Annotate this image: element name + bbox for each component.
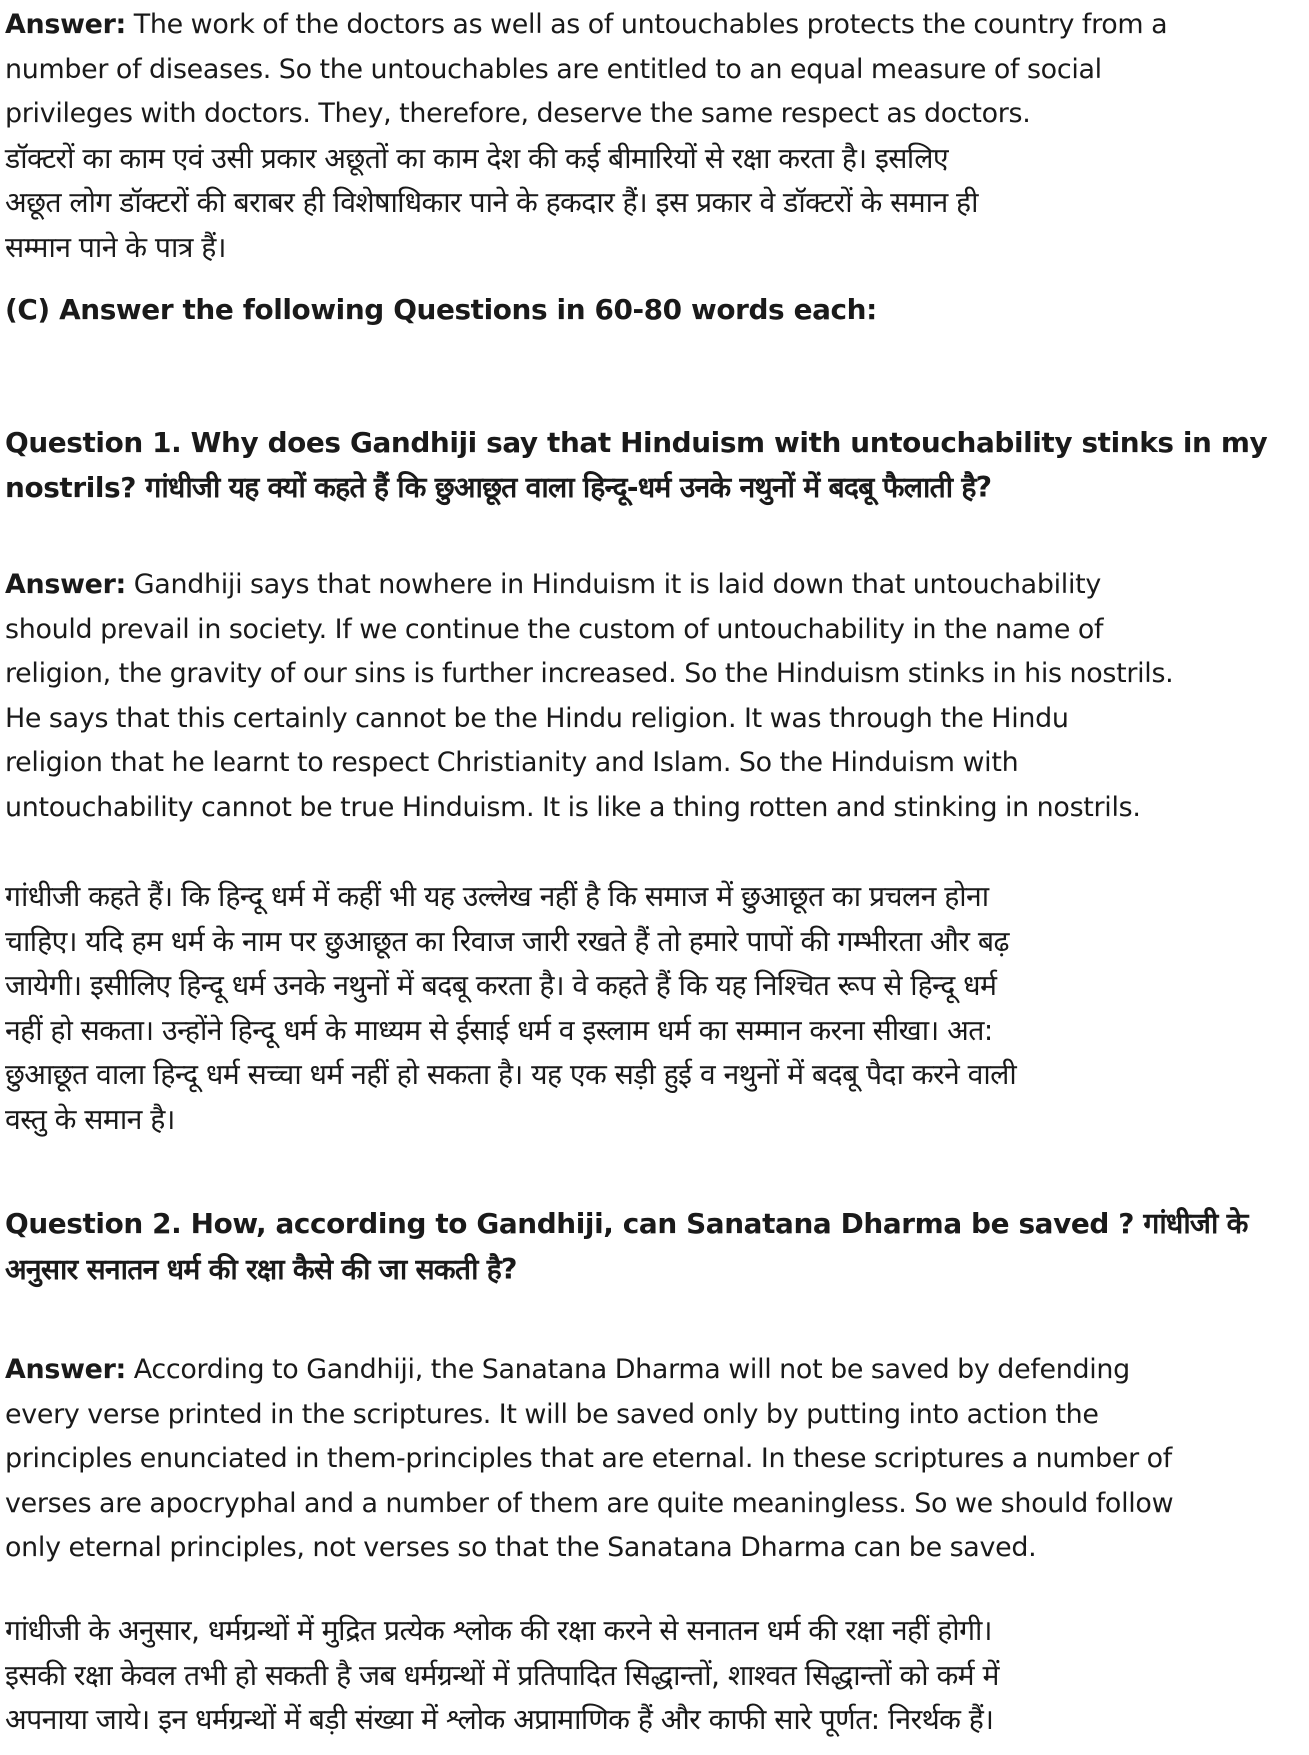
question-1-hindi: गांधीजी यह क्यों कहते हैं कि छुआछूत वाला हिन्दू-धर्म उनके नथुनों में बदबू फैलाती है? xyxy=(145,470,992,504)
hindi-answer-line: डॉक्टरों का काम एवं उसी प्रकार अछूतों का काम देश की कई बीमारियों से रक्षा करता है। इसलिए xyxy=(5,141,949,175)
answer-line: verses are apocryphal and a number of them are quite meaningless. So we should follow xyxy=(5,1487,1174,1519)
answer-1-hindi-block xyxy=(5,875,1305,1143)
answer-line: Answer: According to Gandhiji, the Sanatana Dharma will not be saved by defending xyxy=(5,1354,1130,1385)
answer-label: Answer: xyxy=(5,1354,127,1385)
hindi-answer-line: गांधीजी कहते हैं। कि हिन्दू धर्म में कहीं भी यह उल्लेख नहीं है कि समाज में छुआछूत का प्रचलन होना xyxy=(5,880,989,913)
answer-line: Answer: Gandhiji says that nowhere in Hinduism it is laid down that untouchability xyxy=(5,569,1101,600)
answer-line: religion that he learnt to respect Christianity and Islam. So the Hinduism with xyxy=(5,747,1019,779)
question-1-line: Question 1. Why does Gandhiji say that Hinduism with untouchability stinks in my xyxy=(5,426,1268,459)
answer-line: Answer: The work of the doctors as well as of untouchables protects the country from a xyxy=(5,9,1168,40)
answer-line: should prevail in society. If we continue the custom of untouchability in the name of xyxy=(5,613,1104,645)
answer-line: privileges with doctors. They, therefore, deserve the same respect as doctors. xyxy=(5,98,1031,130)
hindi-answer-line: छुआछूत वाला हिन्दू धर्म सच्चा धर्म नहीं हो सकता है। यह एक सड़ी हुई व नथुनों में बदबू पैदा करने वाली xyxy=(5,1058,1017,1092)
answer-line: principles enunciated in them-principles that are eternal. In these scriptures a number of xyxy=(5,1443,1172,1475)
question-2-line: Question 2. How, according to Gandhiji, can Sanatana Dharma be saved ? गांधीजी के xyxy=(5,1207,1248,1240)
section-heading-block xyxy=(5,288,1305,333)
answer-label: Answer: xyxy=(5,9,127,40)
hindi-answer-line: सम्मान पाने के पात्र हैं। xyxy=(5,230,226,264)
hindi-answer-line: नहीं हो सकता। उन्होंने हिन्दू धर्म के माध्यम से ईसाई धर्म व इस्लाम धर्म का सम्मान करना सीखा। अत: xyxy=(5,1013,993,1047)
hindi-answer-line: वस्तु के समान है। xyxy=(5,1102,175,1136)
question-1-line: nostrils? गांधीजी यह क्यों कहते हैं कि छुआछूत वाला हिन्दू-धर्म उनके नथुनों में बदबू फैलाती है? xyxy=(5,470,992,504)
question-2-block xyxy=(5,1202,1305,1292)
hindi-answer-line: अछूत लोग डॉक्टरों की बराबर ही विशेषाधिकार पाने के हकदार हैं। इस प्रकार वे डॉक्टरों के समान ही xyxy=(5,186,978,220)
answer-line: religion, the gravity of our sins is further increased. So the Hinduism stinks in his nostrils. xyxy=(5,658,1174,690)
answer-block-previous xyxy=(5,3,1305,271)
answer-line: every verse printed in the scriptures. It will be saved only by putting into action the xyxy=(5,1398,1099,1430)
answer-line: untouchability cannot be true Hinduism. It is like a thing rotten and stinking in nostrils. xyxy=(5,791,1141,823)
answer-1-block xyxy=(5,563,1305,831)
hindi-answer-line: गांधीजी के अनुसार, धर्मग्रन्थों में मुद्रित प्रत्येक श्लोक की रक्षा करने से सनातन धर्म की रक्षा नहीं होगी। xyxy=(5,1614,992,1647)
hindi-answer-line: चाहिए। यदि हम धर्म के नाम पर छुआछूत का रिवाज जारी रखते हैं तो हमारे पापों की गम्भीरता और बढ़ xyxy=(5,924,1009,958)
question-2-hindi: अनुसार सनातन धर्म की रक्षा कैसे की जा सकती है? xyxy=(5,1252,517,1286)
hindi-answer-line: जायेगी। इसीलिए हिन्दू धर्म उनके नथुनों में बदबू करता है। वे कहते हैं कि यह निश्चित रूप से हिन्दू धर्म xyxy=(5,969,997,1003)
answer-line: He says that this certainly cannot be the Hindu religion. It was through the Hindu xyxy=(5,702,1069,734)
section-heading: (C) Answer the following Questions in 60-80 words each: xyxy=(5,293,877,326)
answer-2-block xyxy=(5,1348,1305,1571)
hindi-answer-line: इसकी रक्षा केवल तभी हो सकती है जब धर्मग्रन्थों में प्रतिपादित सिद्धान्तों, शाश्वत सिद्धान्तों को कर्म में xyxy=(5,1658,999,1692)
hindi-answer-line: अपनाया जाये। इन धर्मग्रन्थों में बड़ी संख्या में श्लोक अप्रामाणिक हैं और काफी सारे पूर्णत: निरर्थक हैं। xyxy=(5,1703,994,1737)
question-1-block xyxy=(5,421,1305,511)
answer-line: only eternal principles, not verses so that the Sanatana Dharma can be saved. xyxy=(5,1532,1037,1564)
answer-label: Answer: xyxy=(5,569,127,600)
answer-line: number of diseases. So the untouchables are entitled to an equal measure of social xyxy=(5,53,1102,85)
answer-2-hindi-block xyxy=(5,1609,1305,1743)
